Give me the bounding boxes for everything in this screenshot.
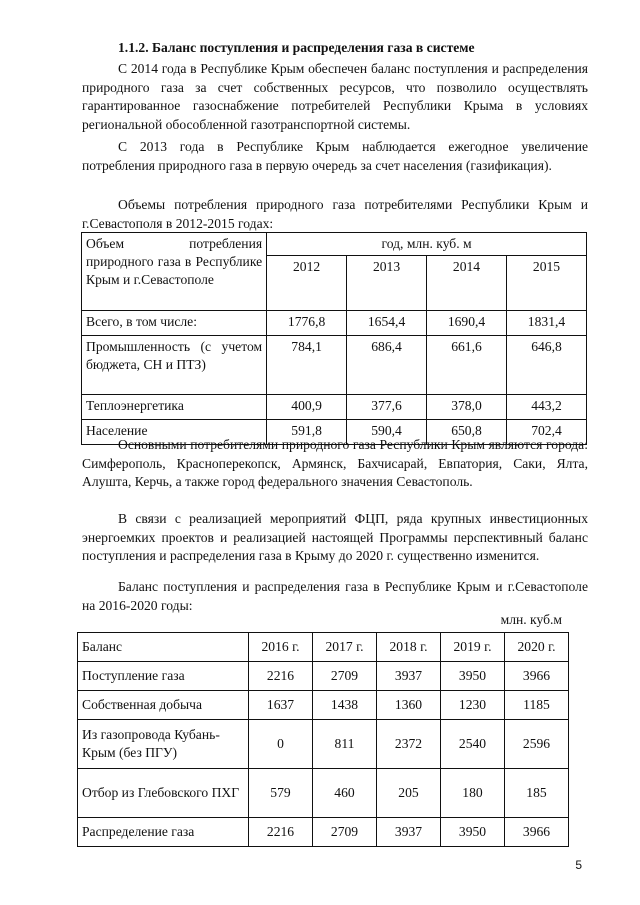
table1-unit-header: год, млн. куб. м	[267, 233, 587, 256]
consumption-table	[81, 232, 587, 445]
row-label: Промышленность (с учетом бюджета, СН и ПТЗ)	[82, 336, 267, 395]
section-heading: 1.1.2. Баланс поступления и распределения газа в системе	[118, 40, 475, 55]
table-cell: 591,8	[267, 420, 347, 445]
row-label: Население	[82, 420, 267, 445]
table-cell: 1360	[377, 691, 441, 720]
table-cell: 377,6	[347, 395, 427, 420]
table-cell: 646,8	[506, 336, 586, 395]
table-cell: 702,4	[506, 420, 586, 445]
table2-header: Баланс	[78, 633, 249, 662]
table-cell: 2216	[249, 818, 313, 847]
paragraph-4: В связи с реализацией мероприятий ФЦП, ряда крупных инвестиционных энергоемких проектов и реализацией настоящей Программы перспективный баланс поступления и распределения газа в Крыму до 2020 г. существенно изменится.	[82, 511, 588, 564]
table2-header: 2018 г.	[377, 633, 441, 662]
table1-caption: Объемы потребления природного газа потребителями Республики Крым и г.Севастополя в 2012-2015 годах:	[82, 197, 588, 231]
page-number: 5	[575, 858, 582, 872]
table-cell: 2709	[313, 818, 377, 847]
table-cell: 1776,8	[267, 311, 347, 336]
table-cell: 443,2	[506, 395, 586, 420]
row-label: Отбор из Глебовского ПХГ	[78, 769, 249, 818]
table-row	[78, 691, 569, 720]
paragraph-1: С 2014 года в Республике Крым обеспечен баланс поступления и распределения природного газа за счет собственных ресурсов, что позволило осуществлять гарантированное газоснабжение потребителей Республики Крыма в условиях региональной обособленной газотранспортной системы.	[82, 61, 588, 132]
table-cell: 650,8	[427, 420, 507, 445]
table1-year: 2015	[506, 256, 586, 311]
table-cell: 205	[377, 769, 441, 818]
table-cell: 400,9	[267, 395, 347, 420]
table-cell: 2540	[441, 720, 505, 769]
table-cell: 3937	[377, 818, 441, 847]
table-cell: 180	[441, 769, 505, 818]
table2-header: 2019 г.	[441, 633, 505, 662]
table-cell: 811	[313, 720, 377, 769]
table-cell: 2596	[505, 720, 569, 769]
table-row	[78, 720, 569, 769]
table-cell: 3950	[441, 662, 505, 691]
table2-unit: млн. куб.м	[500, 612, 562, 627]
table-cell: 1230	[441, 691, 505, 720]
table-cell: 1831,4	[506, 311, 586, 336]
row-label: Собственная добыча	[78, 691, 249, 720]
table-cell: 2709	[313, 662, 377, 691]
table-cell: 3966	[505, 818, 569, 847]
table1-year: 2013	[347, 256, 427, 311]
table-cell: 3937	[377, 662, 441, 691]
table-row	[78, 769, 569, 818]
paragraph-3: Основными потребителями природного газа Республики Крым являются города: Симферополь, Красноперекопск, Армянск, Бахчисарай, Евпатория, Саки, Ялта, Алушта, Керчь, а также город федерального значения Севастополь.	[82, 437, 588, 490]
table-cell: 185	[505, 769, 569, 818]
table-cell: 1438	[313, 691, 377, 720]
table-cell: 579	[249, 769, 313, 818]
table-row	[82, 395, 587, 420]
table-row	[78, 818, 569, 847]
table1-year: 2014	[427, 256, 507, 311]
table-cell: 1690,4	[427, 311, 507, 336]
table-cell: 686,4	[347, 336, 427, 395]
row-label: Всего, в том числе:	[82, 311, 267, 336]
paragraph-2: С 2013 года в Республике Крым наблюдается ежегодное увеличение потребления природного газа в первую очередь за счет населения (газификация).	[82, 139, 588, 173]
table-row	[78, 662, 569, 691]
table-cell: 2216	[249, 662, 313, 691]
table-cell: 3966	[505, 662, 569, 691]
table-cell: 661,6	[427, 336, 507, 395]
table-cell: 378,0	[427, 395, 507, 420]
table-cell: 1654,4	[347, 311, 427, 336]
row-label: Из газопровода Кубань-Крым (без ПГУ)	[78, 720, 249, 769]
table-header-row	[78, 633, 569, 662]
table-row	[82, 336, 587, 395]
table-cell: 1185	[505, 691, 569, 720]
table-cell: 2372	[377, 720, 441, 769]
row-label: Поступление газа	[78, 662, 249, 691]
row-label: Распределение газа	[78, 818, 249, 847]
table1-year: 2012	[267, 256, 347, 311]
table1-corner: Объем потребления природного газа в Республике Крым и г.Севастополе	[82, 233, 267, 311]
table2-header: 2020 г.	[505, 633, 569, 662]
table2-header: 2017 г.	[313, 633, 377, 662]
balance-table	[77, 632, 569, 847]
paragraph-5: Баланс поступления и распределения газа в Республике Крым и г.Севастополе на 2016-2020 годы:	[82, 579, 588, 613]
table-cell: 784,1	[267, 336, 347, 395]
table-cell: 590,4	[347, 420, 427, 445]
table2-header: 2016 г.	[249, 633, 313, 662]
table-cell: 0	[249, 720, 313, 769]
table-cell: 460	[313, 769, 377, 818]
table-row	[82, 311, 587, 336]
row-label: Теплоэнергетика	[82, 395, 267, 420]
table-cell: 1637	[249, 691, 313, 720]
table-cell: 3950	[441, 818, 505, 847]
